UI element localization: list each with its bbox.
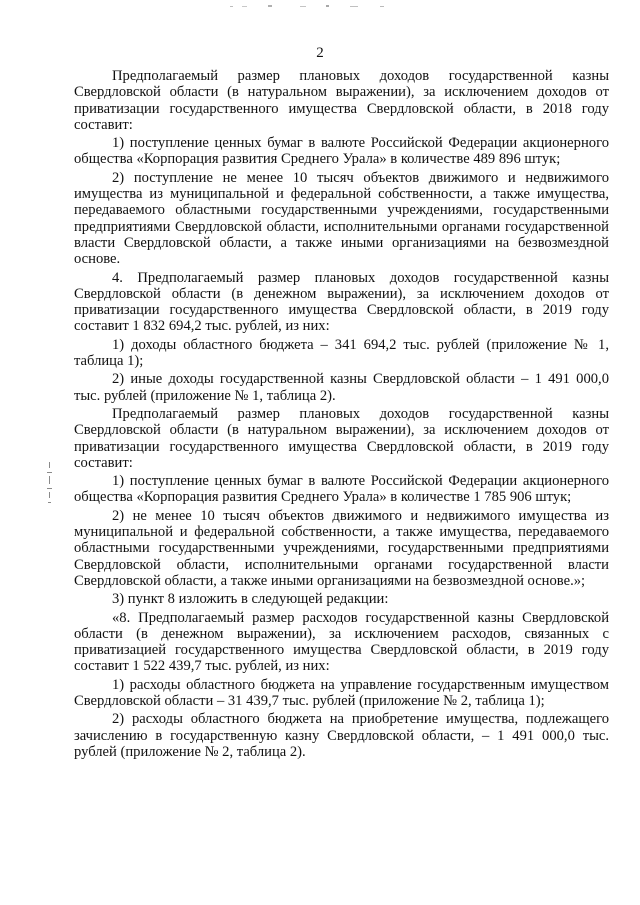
paragraph-natural-income-2018: Предполагаемый размер плановых доходов государственной казны Свердловской области (в натуральном выражении), за исключением доходов от приватизации государственного имущества Свердловской области, в 2018 году составит: (74, 68, 609, 133)
paragraph-item-property-2019: 2) не менее 10 тысяч объектов движимого и недвижимого имущества из муниципальной и федеральной собственности, а также имущества, передаваемого областными государственными учреждениями, государственными предприятиями Свердловской области, исполнительными органами государственной власти Свердловской области, а также иными организациями на безвозмездной основе.»; (74, 507, 609, 589)
paragraph-item-budget-income: 1) доходы областного бюджета – 341 694,2 тыс. рублей (приложение № 1, таблица 1); (74, 336, 609, 370)
margin-scan-mark (44, 462, 56, 510)
paragraph-item-securities-2018: 1) поступление ценных бумаг в валюте Российской Федерации акционерного общества «Корпорация развития Среднего Урала» в количестве 489 896 штук; (74, 135, 609, 168)
paragraph-point-8-intro: 3) пункт 8 изложить в следующей редакции: (112, 591, 389, 608)
paragraph-item-property-2018: 2) поступление не менее 10 тысяч объектов движимого и недвижимого имущества из муниципальной и федеральной собственности, а также имущества, передаваемого областными государственными учреждениями, государственными предприятиями Свердловской области, исполнительными органами государственной власти Свердловской области, а также иными организациями на безвозмездной основе. (74, 169, 609, 268)
page-number: 2 (316, 45, 324, 61)
paragraph-point-8: «8. Предполагаемый размер расходов государственной казны Свердловской области (в денежном выражении), за исключением расходов, связанных с приватизацией государственного имущества Свердловской области, в 2019 году составит 1 522 439,7 тыс. рублей, из них: (74, 609, 609, 675)
scan-artifact-marks (230, 4, 410, 10)
paragraph-item-management-expense: 1) расходы областного бюджета на управление государственным имуществом Свердловской области – 31 439,7 тыс. рублей (приложение № 2, таблица 1); (74, 676, 609, 709)
paragraph-item-acquisition-expense: 2) расходы областного бюджета на приобретение имущества, подлежащего зачислению в государственную казну Свердловской области, – 1 491 000,0 тыс. рублей (приложение № 2, таблица 2). (74, 711, 609, 760)
paragraph-point-4: 4. Предполагаемый размер плановых доходов государственной казны Свердловской области (в денежном выражении), за исключением доходов от приватизации государственного имущества Свердловской области, в 2019 году составит 1 832 694,2 тыс. рублей, из них: (74, 269, 609, 335)
paragraph-natural-income-2019: Предполагаемый размер плановых доходов государственной казны Свердловской области (в натуральном выражении), за исключением доходов от приватизации государственного имущества Свердловской области, в 2019 году составит: (74, 405, 609, 471)
document-body (74, 68, 609, 760)
paragraph-item-securities-2019: 1) поступление ценных бумаг в валюте Российской Федерации акционерного общества «Корпорация развития Среднего Урала» в количестве 1 785 906 штук; (74, 473, 609, 506)
paragraph-item-other-income: 2) иные доходы государственной казны Свердловской области – 1 491 000,0 тыс. рублей (приложение № 1, таблица 2). (74, 371, 609, 404)
